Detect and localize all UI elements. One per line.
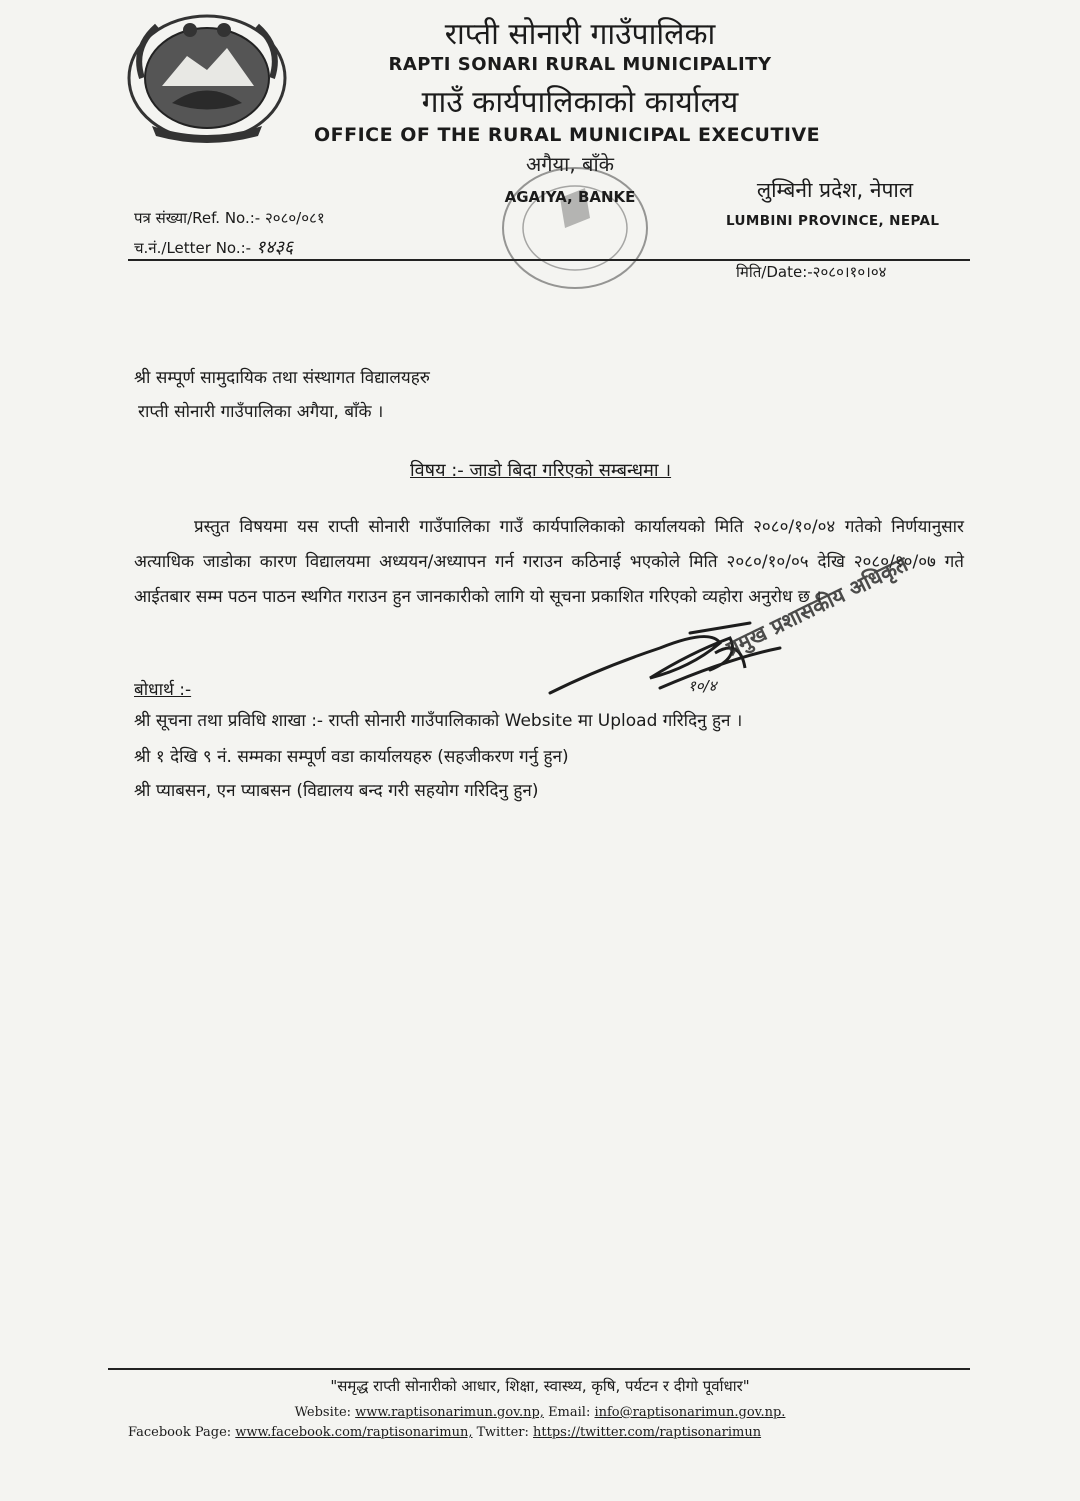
facebook-link[interactable]: www.facebook.com/raptisonarimun, xyxy=(235,1425,473,1440)
body-paragraph: प्रस्तुत विषयमा यस राप्ती सोनारी गाउँपालिका गाउँ कार्यपालिकाको कार्यालयको मिति २०८०/१०/०४ गतेको निर्णयानुसार अत्याधिक जाडोका कारण विद्यालयमा अध्ययन/अध्यापन गर्न गराउन कठिनाई भएकोले मिति २०८०/१०/०५ देखि २०८०/१०/०७ गते आईतबार सम्म पठन पाठन स्थगित गराउन हुन जानकारीको लागि यो सूचना प्रकाशित गरिएको व्यहोरा अनुरोध छ । xyxy=(134,517,964,607)
letter-value: १४३६ xyxy=(255,237,294,258)
municipality-name-en: RAPTI SONARI RURAL MUNICIPALITY xyxy=(388,54,772,75)
province-np: लुम्बिनी प्रदेश, नेपाल xyxy=(756,178,914,202)
ref-label: पत्र संख्या/Ref. No.:- xyxy=(134,209,261,227)
cc-item: श्री सूचना तथा प्रविधि शाखा :- राप्ती सोनारी गाउँपालिकाको Website मा Upload गरिदिनु हुन । xyxy=(134,711,743,731)
letter-number xyxy=(134,235,293,259)
office-name-en: OFFICE OF THE RURAL MUNICIPAL EXECUTIVE xyxy=(314,124,821,146)
footer-contact xyxy=(110,1405,970,1420)
website-link[interactable]: www.raptisonarimun.gov.np, xyxy=(355,1405,544,1420)
cc-item: श्री प्याबसन, एन प्याबसन (विद्यालय बन्द गरी सहयोग गरिदिनु हुन) xyxy=(134,781,539,801)
province-en: LUMBINI PROVINCE, NEPAL xyxy=(726,213,940,229)
date-label: मिति/Date:- xyxy=(736,263,813,281)
ref-value: २०८०/०८१ xyxy=(264,209,325,227)
ref-number xyxy=(134,208,325,228)
signature-date: १०/४ xyxy=(688,677,717,695)
twitter-label: Twitter: xyxy=(476,1425,529,1440)
location-en: AGAIYA, BANKE xyxy=(504,188,636,206)
nepal-emblem-logo xyxy=(122,8,292,144)
cc-item: श्री १ देखि ९ नं. सम्मका सम्पूर्ण वडा कार्यालयहरु (सहजीकरण गर्नु हुन) xyxy=(134,747,569,767)
email-label: Email: xyxy=(548,1405,591,1420)
officer-stamp: प्रमुख प्रशासकीय अधिकृत xyxy=(722,552,912,661)
letter-label: च.नं./Letter No.:- xyxy=(134,239,252,257)
letter-date xyxy=(736,262,886,282)
recipient-line-1: श्री सम्पूर्ण सामुदायिक तथा संस्थागत विद्यालयहरु xyxy=(134,368,430,388)
footer-divider xyxy=(108,1368,970,1370)
facebook-label: Facebook Page: xyxy=(128,1425,232,1440)
date-value: २०८०।१०।०४ xyxy=(812,263,887,281)
location-np: अगैया, बाँके xyxy=(526,152,614,176)
website-label: Website: xyxy=(294,1405,352,1420)
cc-title: बोधार्थ :- xyxy=(134,680,192,700)
footer-motto: "समृद्ध राप्ती सोनारीको आधार, शिक्षा, स्वास्थ्य, कृषि, पर्यटन र दीगो पूर्वाधार" xyxy=(330,1377,750,1395)
email-link[interactable]: info@raptisonarimun.gov.np. xyxy=(594,1405,786,1420)
recipient-line-2: राप्ती सोनारी गाउँपालिका अगैया, बाँके । xyxy=(138,402,384,422)
subject-line: विषय :- जाडो बिदा गरिएको सम्बन्धमा । xyxy=(410,460,672,481)
twitter-link[interactable]: https://twitter.com/raptisonarimun xyxy=(533,1425,762,1440)
municipality-name-np: राप्ती सोनारी गाउँपालिका xyxy=(444,17,716,52)
header-divider xyxy=(128,259,970,261)
office-name-np: गाउँ कार्यपालिकाको कार्यालय xyxy=(421,85,739,120)
footer-social xyxy=(128,1425,988,1440)
office-seal-stamp xyxy=(490,158,660,298)
